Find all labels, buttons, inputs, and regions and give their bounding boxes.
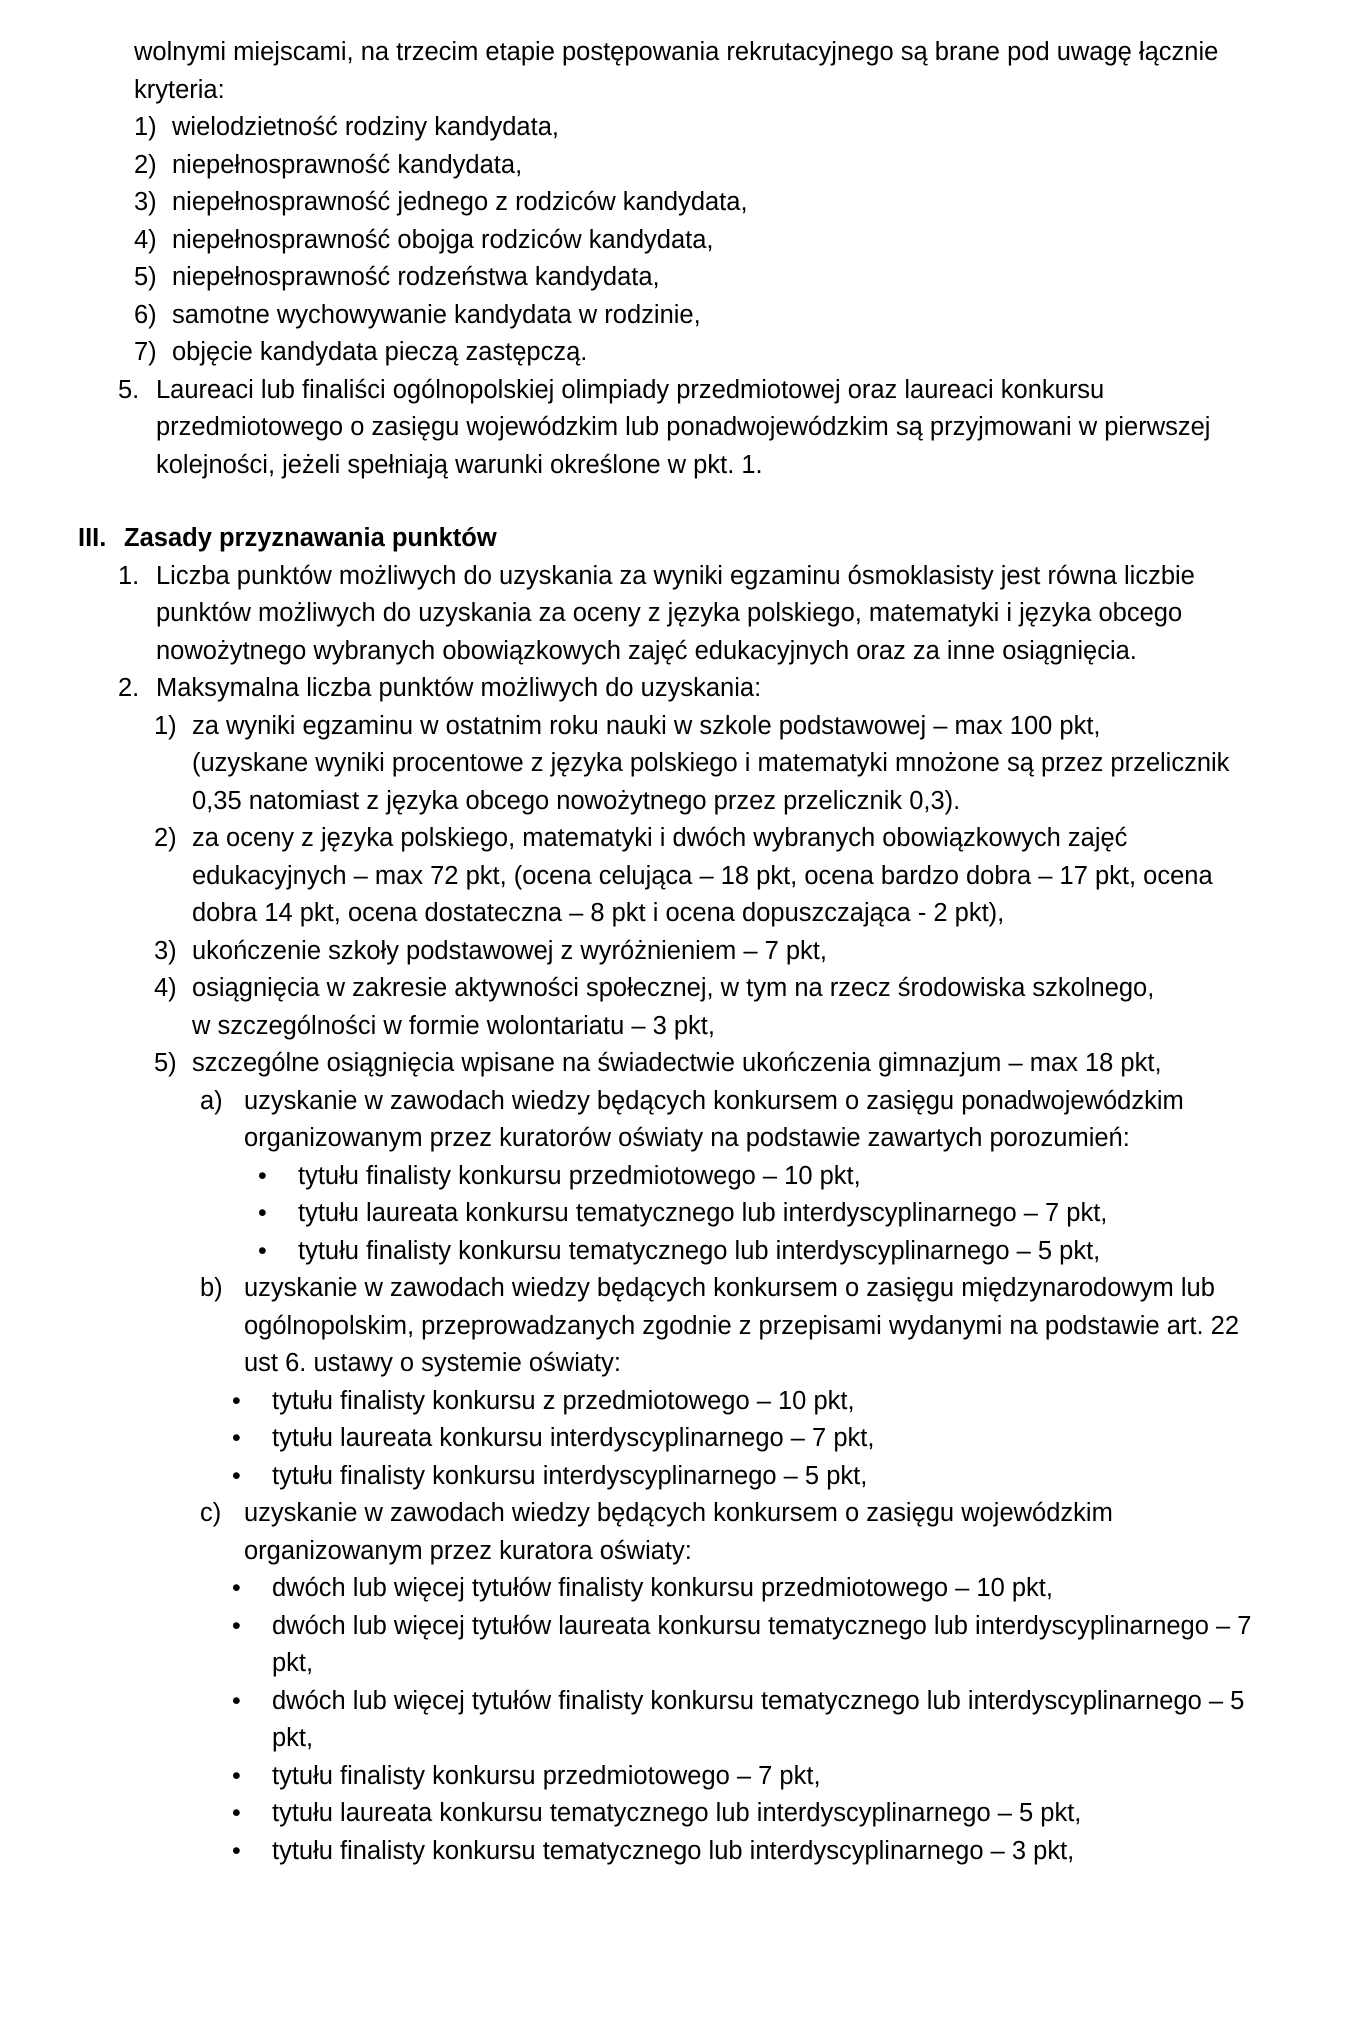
- list-item-marker: 5.: [118, 375, 140, 404]
- subitem-line: osiągnięcia w zakresie aktywności społecznej, w tym na rzecz środowiska szkolnego,: [192, 974, 1155, 1002]
- letter-b-bullets: [232, 1383, 1268, 1496]
- bullet-text: tytułu finalisty konkursu tematycznego lub interdyscyplinarnego – 5 pkt,: [298, 1236, 1101, 1265]
- bullet-icon: •: [232, 1761, 241, 1790]
- bullet-item: [258, 1233, 1268, 1271]
- item5-line-2: przedmiotowego o zasięgu wojewódzkim lub ponadwojewódzkim są przyjmowani w pierwszej: [156, 413, 1211, 441]
- letter-item-line: ogólnopolskim, przeprowadzanych zgodnie z przepisami wydanymi na podstawie art. 22: [244, 1311, 1240, 1340]
- section-marker: III.: [78, 524, 107, 552]
- item5-line-1: Laureaci lub finaliści ogólnopolskiej olimpiady przedmiotowej oraz laureaci konkursu: [156, 375, 1105, 404]
- bullet-icon: •: [232, 1611, 241, 1640]
- list-item-marker: 2): [134, 150, 157, 179]
- bullet-item: [232, 1795, 1268, 1833]
- list-item-marker: c): [200, 1499, 222, 1527]
- list-item: [154, 970, 1268, 1045]
- list-item-marker: 3): [154, 936, 177, 965]
- bullet-icon: •: [258, 1199, 267, 1227]
- section-spacer: [78, 484, 1268, 520]
- section3-point-1: [118, 558, 1268, 671]
- bullet-text: tytułu finalisty konkursu tematycznego lub interdyscyplinarnego – 3 pkt,: [272, 1836, 1075, 1865]
- list-item: [134, 222, 1268, 260]
- continued-paragraph-line-1: wolnymi miejscami, na trzecim etapie postępowania rekrutacyjnego są brane pod uwagę łącznie: [134, 38, 1219, 66]
- bullet-text: [272, 1608, 1268, 1683]
- list-item-text: samotne wychowywanie kandydata w rodzinie,: [172, 300, 701, 329]
- letter-item-line: uzyskanie w zawodach wiedzy będących konkursem o zasięgu wojewódzkim: [244, 1499, 1113, 1527]
- list-item-text: [244, 1270, 1268, 1383]
- bullet-icon: •: [232, 1386, 241, 1415]
- list-item-marker: 4): [134, 225, 157, 254]
- list-item-text: niepełnosprawność obojga rodziców kandydata,: [172, 225, 714, 254]
- list-item: [154, 1045, 1268, 1083]
- list-item-text: Maksymalna liczba punktów możliwych do uzyskania:: [156, 674, 762, 702]
- list-item-text: wielodzietność rodziny kandydata,: [172, 113, 559, 141]
- subitem-line: w szczególności w formie wolontariatu – 3 pkt,: [192, 1011, 715, 1040]
- list-item: [134, 297, 1268, 335]
- item5-line-3: kolejności, jeżeli spełniają warunki określone w pkt. 1.: [156, 450, 763, 479]
- section-title: Zasady przyznawania punktów: [124, 524, 497, 552]
- bullet-item: [232, 1458, 1268, 1496]
- continued-paragraph-line-2: kryteria:: [134, 75, 225, 104]
- letter-item-line: organizowanym przez kuratorów oświaty na podstawie zawartych porozumień:: [244, 1124, 1130, 1152]
- bullet-icon: •: [258, 1161, 267, 1190]
- bullet-item: [232, 1570, 1268, 1608]
- bullet-text: tytułu finalisty konkursu z przedmiotowego – 10 pkt,: [272, 1386, 855, 1415]
- criteria-list: [134, 109, 1268, 372]
- list-item: [154, 708, 1268, 821]
- letter-item-a: [200, 1083, 1268, 1158]
- bullet-item: [258, 1158, 1268, 1196]
- list-item-marker: 2): [154, 824, 177, 852]
- list-item-text: [244, 1083, 1268, 1158]
- point1-line-2: punktów możliwych do uzyskania za oceny z języka polskiego, matematyki i języka obcego: [156, 599, 1183, 627]
- section-heading-iii: [78, 520, 1268, 558]
- list-item-text: [244, 1495, 1268, 1570]
- subitem-line: (uzyskane wyniki procentowe z języka polskiego i matematyki mnożone są przez przelicznik: [192, 749, 1230, 777]
- section3-point-2: [118, 670, 1268, 708]
- list-item-marker: 1.: [118, 561, 140, 590]
- list-item: [154, 933, 1268, 971]
- list-item-marker: 6): [134, 300, 157, 329]
- bullet-icon: •: [232, 1686, 241, 1715]
- list-item-marker: 2.: [118, 674, 140, 702]
- list-item-text: [156, 372, 1268, 485]
- letter-item-line: uzyskanie w zawodach wiedzy będących konkursem o zasięgu ponadwojewódzkim: [244, 1086, 1184, 1115]
- list-item: [134, 109, 1268, 147]
- bullet-text: tytułu finalisty konkursu przedmiotowego – 7 pkt,: [272, 1761, 821, 1790]
- bullet-text-line: dwóch lub więcej tytułów laureata konkursu tematycznego lub interdyscyplinarnego – 7: [272, 1611, 1252, 1640]
- list-item: [154, 820, 1268, 933]
- bullet-item: [232, 1833, 1268, 1871]
- bullet-text-line: pkt,: [272, 1724, 314, 1752]
- bullet-item: [232, 1758, 1268, 1796]
- list-item-text: niepełnosprawność jednego z rodziców kandydata,: [172, 188, 748, 216]
- list-item-text: [156, 558, 1268, 671]
- bullet-text-line: dwóch lub więcej tytułów finalisty konkursu tematycznego lub interdyscyplinarnego – 5: [272, 1686, 1245, 1715]
- bullet-item: [232, 1383, 1268, 1421]
- list-item-marker: 7): [134, 338, 157, 366]
- bullet-icon: •: [232, 1799, 241, 1827]
- list-item-text: [192, 708, 1268, 821]
- list-item-text: szczególne osiągnięcia wpisane na świadectwie ukończenia gimnazjum – max 18 pkt,: [192, 1049, 1162, 1077]
- list-item-text: ukończenie szkoły podstawowej z wyróżnieniem – 7 pkt,: [192, 936, 827, 965]
- letter-a-bullets: [258, 1158, 1268, 1271]
- letter-item-b: [200, 1270, 1268, 1383]
- list-item: [134, 147, 1268, 185]
- list-item-5: [118, 372, 1268, 485]
- list-item-marker: 4): [154, 974, 177, 1002]
- bullet-icon: •: [232, 1461, 241, 1490]
- bullet-text: [272, 1683, 1268, 1758]
- bullet-text: tytułu laureata konkursu interdyscyplinarnego – 7 pkt,: [272, 1424, 875, 1452]
- point1-line-1: Liczba punktów możliwych do uzyskania za wyniki egzaminu ósmoklasisty jest równa liczbie: [156, 561, 1195, 590]
- list-item: [134, 334, 1268, 372]
- list-item-marker: 1): [154, 711, 177, 740]
- bullet-text: dwóch lub więcej tytułów finalisty konkursu przedmiotowego – 10 pkt,: [272, 1574, 1053, 1602]
- list-item-marker: b): [200, 1274, 223, 1302]
- bullet-text: tytułu finalisty konkursu interdyscyplinarnego – 5 pkt,: [272, 1461, 868, 1490]
- subitem-line: 0,35 natomiast z języka obcego nowożytnego przez przelicznik 0,3).: [192, 786, 961, 815]
- letter-item-c: [200, 1495, 1268, 1570]
- list-item-marker: 1): [134, 113, 157, 141]
- bullet-item: [258, 1195, 1268, 1233]
- list-item-marker: 5): [154, 1049, 177, 1077]
- list-item-marker: 5): [134, 263, 157, 291]
- bullet-icon: •: [232, 1574, 241, 1602]
- list-item-text: [192, 970, 1268, 1045]
- subitem-line: edukacyjnych – max 72 pkt, (ocena celująca – 18 pkt, ocena bardzo dobra – 17 pkt, ocena: [192, 861, 1213, 890]
- letter-item-line: ust 6. ustawy o systemie oświaty:: [244, 1349, 621, 1377]
- list-item: [134, 184, 1268, 222]
- continued-paragraph: [134, 34, 1268, 109]
- section3-point2-subitems: [154, 708, 1268, 1083]
- letter-item-line: uzyskanie w zawodach wiedzy będących konkursem o zasięgu międzynarodowym lub: [244, 1274, 1215, 1302]
- list-item-text: objęcie kandydata pieczą zastępczą.: [172, 338, 588, 366]
- bullet-item: [232, 1683, 1268, 1758]
- bullet-text: tytułu finalisty konkursu przedmiotowego – 10 pkt,: [298, 1161, 861, 1190]
- letter-item-line: organizowanym przez kuratora oświaty:: [244, 1536, 692, 1565]
- bullet-item: [232, 1608, 1268, 1683]
- bullet-text: tytułu laureata konkursu tematycznego lub interdyscyplinarnego – 5 pkt,: [272, 1799, 1082, 1827]
- subitem-line: za wyniki egzaminu w ostatnim roku nauki w szkole podstawowej – max 100 pkt,: [192, 711, 1101, 740]
- point1-line-3: nowożytnego wybranych obowiązkowych zajęć edukacyjnych oraz za inne osiągnięcia.: [156, 636, 1137, 665]
- bullet-icon: •: [258, 1236, 267, 1265]
- list-item-text: niepełnosprawność rodzeństwa kandydata,: [172, 263, 660, 291]
- subitem-line: za oceny z języka polskiego, matematyki i dwóch wybranych obowiązkowych zajęć: [192, 824, 1128, 852]
- list-item-text: [192, 820, 1268, 933]
- list-item-text: niepełnosprawność kandydata,: [172, 150, 523, 179]
- bullet-text: tytułu laureata konkursu tematycznego lub interdyscyplinarnego – 7 pkt,: [298, 1199, 1108, 1227]
- bullet-icon: •: [232, 1836, 241, 1865]
- list-item-marker: 3): [134, 188, 157, 216]
- subitem-line: dobra 14 pkt, ocena dostateczna – 8 pkt i ocena dopuszczająca - 2 pkt),: [192, 899, 1005, 927]
- letter-c-bullets: [232, 1570, 1268, 1870]
- bullet-text-line: pkt,: [272, 1649, 314, 1677]
- list-item: [134, 259, 1268, 297]
- bullet-icon: •: [232, 1424, 241, 1452]
- list-item-marker: a): [200, 1086, 223, 1115]
- bullet-item: [232, 1420, 1268, 1458]
